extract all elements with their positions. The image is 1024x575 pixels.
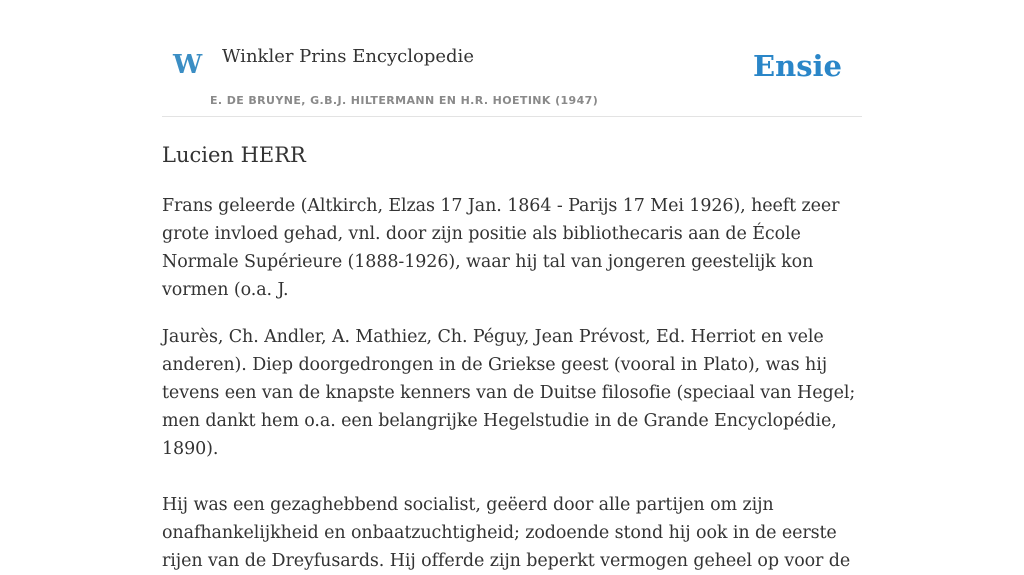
article-paragraph-2: Jaurès, Ch. Andler, A. Mathiez, Ch. Péguy, Jean Prévost, Ed. Herriot en vele anderen). Diep doorgedrongen in de Griekse geest (vooral in Plato), was hij tevens een van de knapste kenners van de Duitse filosofie (speciaal van Hegel; men dankt hem o.a. een belangrijke Hegelstudie in de Grande Encyclopédie, 1890). [162,327,856,459]
article-title: Lucien HERR [162,143,306,167]
article-body [162,138,862,575]
winkler-prins-logo: W [173,50,203,80]
article-paragraph-1: Frans geleerde (Altkirch, Elzas 17 Jan. 1864 - Parijs 17 Mei 1926), heeft zeer grote invloed gehad, vnl. door zijn positie als bibliothecaris aan de École Normale Supérieure (1888-1926), waar hij tal van jongeren geestelijk kon vormen (o.a. J. [162,196,840,300]
source-header [162,0,862,117]
article-paragraph-3: Hij was een gezaghebbend socialist, geëerd door alle partijen om zijn onafhankelijkheid en onbaatzuchtigheid; zodoende stond hij ook in de eerste rijen van de Dreyfusards. Hij offerde zijn beperkt vermogen geheel op voor de [162,495,851,571]
ensie-logo-link[interactable]: Ensie [753,49,842,83]
source-authors: E. DE BRUYNE, G.B.J. HILTERMANN EN H.R. HOETINK (1947) [210,94,599,107]
source-title[interactable]: Winkler Prins Encyclopedie [222,46,474,67]
